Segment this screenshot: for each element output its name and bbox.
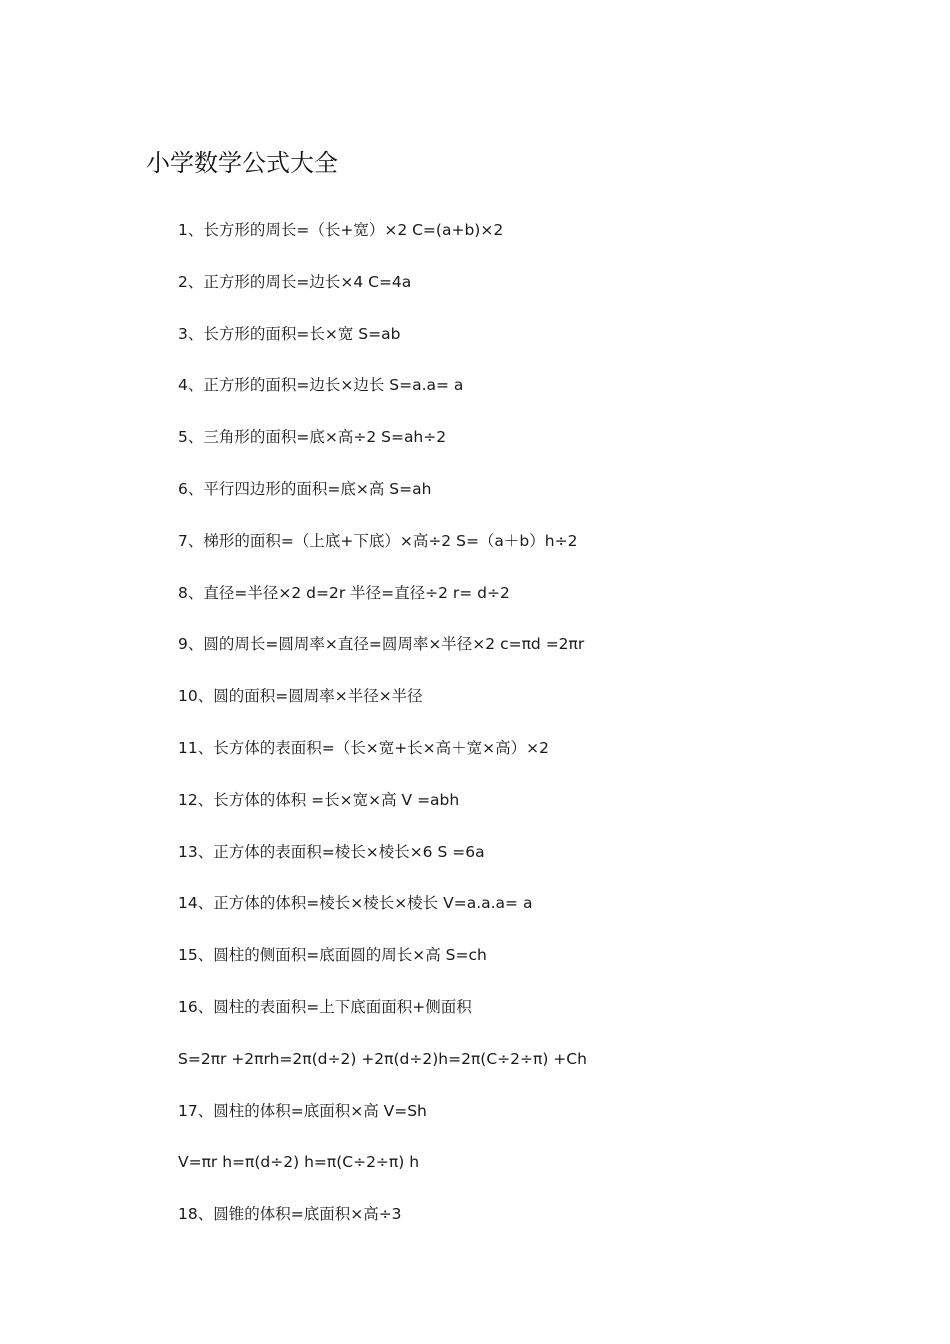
formula-line-6: 6、平行四边形的面积=底×高 S=ah: [178, 479, 432, 498]
formula-line-11: 11、长方体的表面积=（长×宽+长×高＋宽×高）×2: [178, 738, 550, 757]
formula-line-17-continued: V=πr h=π(d÷2) h=π(C÷2÷π) h: [178, 1153, 420, 1172]
formula-line-18: 18、圆锥的体积=底面积×高÷3: [178, 1205, 402, 1224]
formula-line-8: 8、直径=半径×2 d=2r 半径=直径÷2 r= d÷2: [178, 583, 510, 602]
page-title: 小学数学公式大全: [146, 149, 338, 177]
formula-line-15: 15、圆柱的侧面积=底面圆的周长×高 S=ch: [178, 946, 487, 965]
formula-line-13: 13、正方体的表面积=棱长×棱长×6 S =6a: [178, 842, 485, 861]
formula-line-17: 17、圆柱的体积=底面积×高 V=Sh: [178, 1101, 427, 1120]
formula-line-4: 4、正方形的面积=边长×边长 S=a.a= a: [178, 376, 464, 395]
formula-line-12: 12、长方体的体积 =长×宽×高 V =abh: [178, 790, 460, 809]
formula-line-1: 1、长方形的周长=（长+宽）×2 C=(a+b)×2: [178, 221, 504, 239]
formula-line-9: 9、圆的周长=圆周率×直径=圆周率×半径×2 c=πd =2πr: [178, 635, 585, 654]
formula-line-7: 7、梯形的面积=（上底+下底）×高÷2 S=（a＋b）h÷2: [178, 531, 578, 550]
formula-line-14: 14、正方体的体积=棱长×棱长×棱长 V=a.a.a= a: [178, 894, 533, 913]
formula-line-5: 5、三角形的面积=底×高÷2 S=ah÷2: [178, 428, 447, 447]
formula-line-2: 2、正方形的周长=边长×4 C=4a: [178, 272, 412, 291]
formula-line-10: 10、圆的面积=圆周率×半径×半径: [178, 687, 423, 706]
formula-line-16-continued: S=2πr +2πrh=2π(d÷2) +2π(d÷2)h=2π(C÷2÷π) +Ch: [178, 1049, 587, 1068]
formula-line-16: 16、圆柱的表面积=上下底面面积+侧面积: [178, 997, 472, 1016]
formula-list: [178, 217, 587, 1253]
formula-line-3: 3、长方形的面积=长×宽 S=ab: [178, 324, 401, 343]
